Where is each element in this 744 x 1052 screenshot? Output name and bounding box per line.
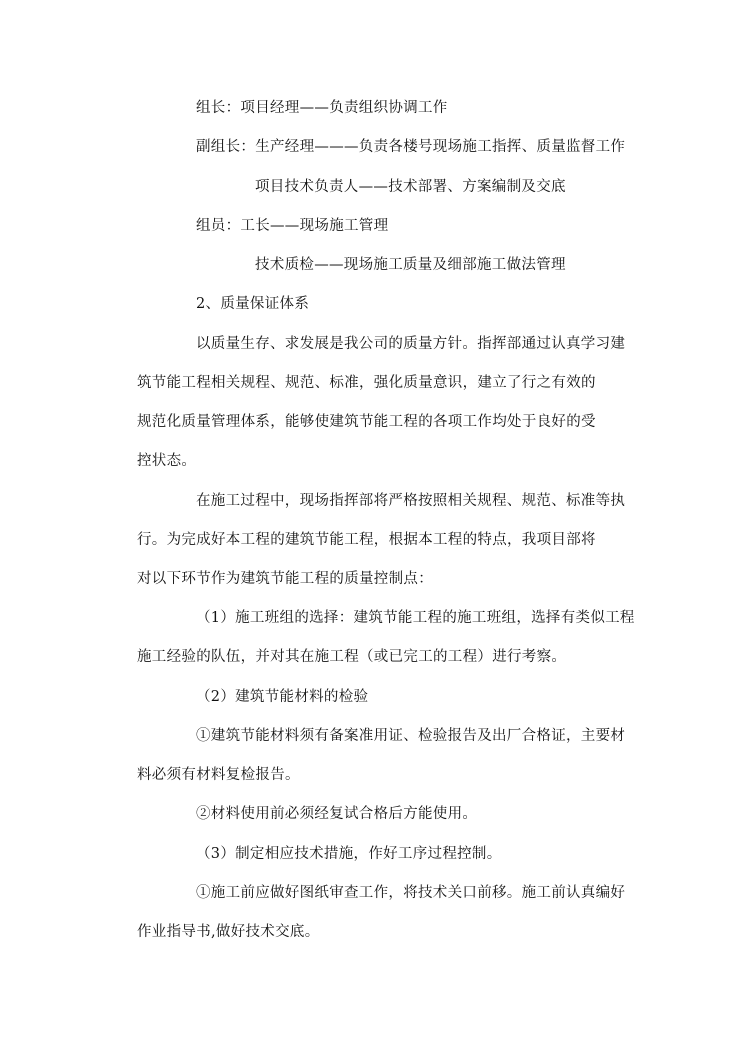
item1-line-2: 施工经验的队伍，并对其在施工程（或已完工的工程）进行考察。 [137,649,567,665]
org-tech-head: 项目技术负责人——技术部署、方案编制及交底 [255,179,566,195]
item3-heading: （3）制定相应技术措施，作好工序过程控制。 [196,846,502,862]
para2-line-3: 对以下环节作为建筑节能工程的质量控制点： [137,571,433,587]
para2-line-1: 在施工过程中，现场指挥部将严格按照相关规程、规范、标准等执 [196,493,626,509]
para1-line-2: 筑节能工程相关规程、规范、标准，强化质量意识，建立了行之有效的 [137,375,596,391]
item1-line-1: （1）施工班组的选择：建筑节能工程的施工班组，选择有类似工程 [196,610,635,626]
item2-heading: （2）建筑节能材料的检验 [196,689,369,705]
org-member: 组员：工长——现场施工管理 [196,218,389,234]
item2-1-line-2: 料必须有材料复检报告。 [137,767,300,783]
para1-line-4: 控状态。 [137,453,197,469]
section-heading: 2、质量保证体系 [196,296,310,312]
item3-1-line-2: 作业指导书,做好技术交底。 [137,924,320,940]
org-leader: 组长：项目经理——负责组织协调工作 [196,100,448,116]
org-qc: 技术质检——现场施工质量及细部施工做法管理 [255,257,566,273]
item2-2: ②材料使用前必须经复试合格后方能使用。 [196,806,478,822]
para1-line-3: 规范化质量管理体系，能够使建筑节能工程的各项工作均处于良好的受 [137,414,596,430]
org-deputy: 副组长：生产经理———负责各楼号现场施工指挥、质量监督工作 [196,139,626,155]
para2-line-2: 行。为完成好本工程的建筑节能工程，根据本工程的特点，我项目部将 [137,532,596,548]
item2-1-line-1: ①建筑节能材料须有备案准用证、检验报告及出厂合格证，主要材 [196,728,626,744]
item3-1-line-1: ①施工前应做好图纸审查工作，将技术关口前移。施工前认真编好 [196,885,626,901]
para1-line-1: 以质量生存、求发展是我公司的质量方针。指挥部通过认真学习建 [196,336,626,352]
